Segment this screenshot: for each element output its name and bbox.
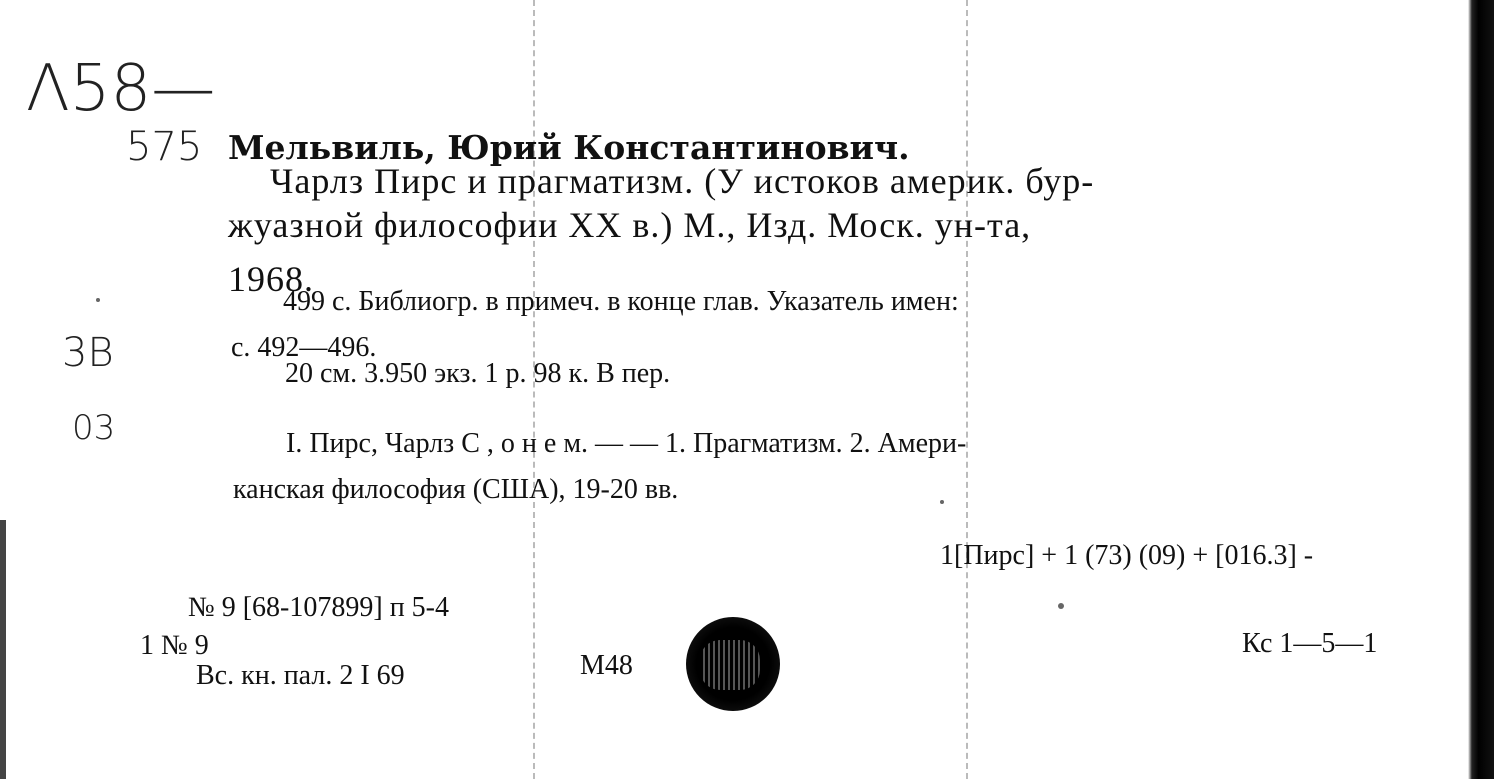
- handwritten-call-number: Λ58—: [26, 52, 216, 126]
- subject-tracing: I. Пирс, Чарлз С , о н е м. — — 1. Прагматизм. 2. Амери-: [286, 428, 967, 459]
- book-chamber-note: Вс. кн. пал. 2 I 69: [196, 660, 405, 691]
- catalog-code: Кс 1—5—1: [1242, 628, 1378, 659]
- subject-tracing: канская философия (США), 19-20 вв.: [233, 474, 679, 505]
- title-line: Чарлз Пирс и прагматизм. (У истоков америк. бур-: [270, 161, 1095, 201]
- card-punch-hole-texture: [700, 640, 760, 690]
- pages-note: с. 492—496.: [231, 332, 377, 363]
- publication-year: 1968.: [228, 259, 314, 299]
- record-number: 1 № 9: [140, 630, 209, 661]
- card-code: М48: [580, 650, 633, 681]
- speck: [1058, 603, 1064, 609]
- pages-note: 499 с. Библиогр. в примеч. в конце глав. Указатель имен:: [283, 286, 959, 317]
- handwritten-mark: 03: [72, 408, 116, 448]
- fold-line: [966, 0, 968, 779]
- card-left-edge: [0, 520, 6, 779]
- handwritten-call-number-sub: 575: [126, 124, 203, 170]
- card-edge-shadow: [1468, 0, 1494, 779]
- author-heading: Мельвиль, Юрий Константинович.: [228, 128, 910, 167]
- format-note: 20 см. 3.950 экз. 1 р. 98 к. В пер.: [285, 358, 671, 389]
- title-line: жуазной философии XX в.) М., Изд. Моск. ун-та,: [228, 205, 1032, 245]
- record-number: № 9 [68-107899] п 5-4: [188, 592, 449, 623]
- speck: [940, 500, 944, 504]
- classification-index: 1[Пирс] + 1 (73) (09) + [016.3] -: [940, 540, 1314, 571]
- handwritten-mark: 3В: [62, 330, 114, 376]
- speck: [96, 298, 100, 302]
